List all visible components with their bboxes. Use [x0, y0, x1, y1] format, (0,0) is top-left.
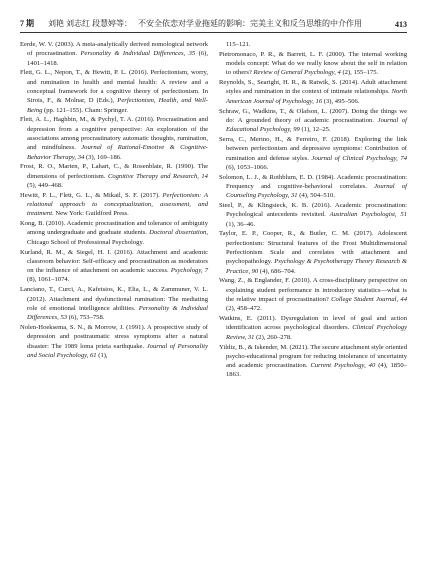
reference-pages: (1), 12–25. [299, 126, 331, 134]
reference-entry [20, 68, 208, 114]
reference-source: Personality & Individual Differences, 35 [80, 50, 196, 58]
reference-source: College Student Journal, 44 [331, 296, 407, 304]
reference-pages: (6), 1401–1418. [27, 50, 208, 67]
reference-source: Australian Psychologist, 51 [329, 211, 407, 219]
running-authors: 刘艳 刘志红 段慧婷等： [48, 19, 132, 28]
reference-entry [219, 107, 407, 135]
reference-source: Clinical Psychology Review, 31 [226, 324, 407, 341]
reference-pages: , Chicago School of Professional Psychology. [27, 229, 208, 246]
page-number: 413 [395, 20, 407, 29]
reference-text: Yildiz, B., & Iskender, M. (2021). The secure attachment style oriented psycho-educational program for reducing intolerance of uncertainty and academic procrastination. [219, 343, 407, 370]
reference-source: Perfectionism: A relational approach to conceptualization, assessment, and treatment [27, 191, 208, 218]
reference-text: Reynolds, S., Searight, H. R., & Ratwik, S. (2014). Adult attachment styles and rumination in the context of intimate relationships. [219, 79, 407, 96]
reference-text: Frost, R. O., Marten, P., Lahart, C., & Rosenblate, R. (1990). The dimensions of perfectionism. [20, 163, 208, 180]
reference-text: Wang, Z., & Englander, F. (2010). A cross-disciplinary perspective on explaining student performance in introductory statistics—what is the relative impact of procrastination? [219, 277, 407, 304]
reference-text: Watkins, E. (2011). Dysregulation in level of goal and action identification across psychological disorders. [219, 315, 407, 332]
reference-pages: (5), 449–468. [27, 181, 63, 189]
reference-text: Schraw, G., Wadkins, T., & Olafson, L. (2007). Doing the things we do: A grounded theory of academic procrastination. [219, 107, 407, 124]
reference-source: Journal of Clinical Psychology, 74 [311, 154, 407, 162]
reference-entry [219, 201, 407, 229]
reference-text: Eerde, W. V. (2003). A meta-analytically derived nomological network of procrastination. [20, 41, 208, 58]
reference-text: 115–121. [226, 41, 251, 48]
right-column [219, 40, 407, 564]
reference-entry [219, 40, 407, 49]
running-header [20, 15, 407, 33]
reference-entry [219, 173, 407, 201]
reference-entry [20, 285, 208, 322]
reference-pages: (4), 1850–1863. [226, 362, 407, 379]
reference-text: Nolen-Hoeksema, S. N., & Morrow, J. (1991). A prospective study of depression and posttraumatic stress symptoms after a natural disaster: The 1989 loma prieta earthquake. [20, 323, 208, 350]
reference-text: Taylor, E. P., Cooper, R., & Butler, C. M. (2017). Adolescent perfectionism: Structural features of the Frost Multidimensional Perfectionism Scale and correlates with attachment and psychopathology. [219, 230, 407, 266]
reference-entry [20, 191, 208, 219]
reference-entry [20, 162, 208, 190]
reference-entry [20, 115, 208, 161]
reference-pages: (4), 504–510. [297, 192, 335, 200]
reference-entry [20, 248, 208, 285]
reference-pages: (1), 36–46. [226, 220, 256, 228]
reference-text: Kong, B. (2010). Academic procrastination and tolerance of ambiguity among undergraduate and graduate students. [20, 220, 208, 237]
reference-pages: (pp. 121–155). Cham: Springer. [42, 106, 128, 114]
reference-source: Journal of Educational Psychology, 99 [226, 116, 407, 134]
reference-text: Kurland, R. M., & Siegel, H. I. (2016). Attachment and academic classroom behavior: Self-efficacy and procrastination as moderators on the influence of attachment on academic success. [20, 248, 208, 275]
reference-text: Serra, C., Merino, H., & Ferreiro, F. (2018). Exploring the link between perfectionism and depressive symptoms: Contribution of rumination and defense styles. [219, 135, 407, 162]
reference-entry [219, 50, 407, 78]
reference-pages: (1), [96, 351, 108, 359]
issue-number: 7 期 [20, 19, 34, 28]
reference-text: Pietromonaco, P. R., & Barrett, L. F. (2000). The internal working models concept: What do we really know about the self in relation to others? [219, 50, 407, 77]
reference-pages: (6), 1053–1066. [226, 163, 269, 171]
reference-entry [219, 343, 407, 380]
reference-text: Lanciano, T., Curci, A., Kafetsios, K., Elia, L., & Zammuner, V. L. (2012). Attachment and dysfunctional rumination: The mediating role of emotional intelligence abilities. [20, 286, 208, 312]
reference-text: Hewitt, P. L., Flett, G. L., & Mikail, S. F. (2017). [20, 191, 163, 199]
left-column [20, 40, 208, 564]
reference-source: Personality & Individual Differences, 53 [27, 304, 208, 322]
reference-pages: (3), 495–506. [322, 97, 360, 105]
reference-source: Review of General Psychology, 4 [253, 69, 341, 77]
reference-source: Doctoral dissertation [149, 229, 207, 237]
reference-source: Psychology, 7 [170, 267, 209, 275]
reference-text: Solomon, L. J., & Rothblum, E. D. (1984). Academic procrastination: Frequency and cognitive-behavioral correlates. [219, 173, 407, 190]
reference-pages: (8), 1061–1074. [27, 276, 70, 284]
reference-pages: (2), 155–175. [340, 69, 379, 77]
reference-entry [20, 219, 208, 247]
reference-text: Flett, G. L., Nepon, T., & Hewitt, P. L. (2016). Perfectionism, worry, and rumination in health and mental health: A review and a conceptual framework for a cognitive theory of perfectionism. In Sirois, F., & Molnar, D (Eds.), [20, 69, 208, 105]
reference-pages: (2), 458–472. [226, 305, 262, 313]
reference-pages: (2), 260–278. [254, 333, 292, 341]
reference-pages: (3), 169–186. [84, 153, 122, 161]
reference-entry [219, 229, 407, 275]
reference-source: Journal of Counseling Psychology, 31 [226, 182, 407, 200]
reference-source: North American Journal of Psychology, 16 [226, 88, 407, 105]
reference-entry [219, 314, 407, 342]
reference-source: Psychology & Psychotherapy Theory Research & Practice, 90 [226, 258, 408, 275]
reference-entry [20, 40, 208, 68]
reference-entry [20, 323, 208, 360]
reference-text: Flett, A. L., Haghbin, M., & Pychyl, T. A. (2016). Procrastination and depression from a cognitive perspective: An exploration of the associations among procrastinatory automatic thoughts, rumination, and mindfulness. [20, 116, 208, 152]
reference-source: Journal of Rational-Emotive & Cognitive-Behavior Therapy, 34 [27, 144, 208, 161]
reference-entry [219, 276, 407, 313]
reference-text: Steel, P., & Klingsieck, K. B. (2016). Academic procrastination: Psychological antecedents revisited. [219, 202, 407, 219]
reference-entry [219, 135, 407, 172]
reference-entry [219, 78, 407, 106]
running-title: 不安全依恋对学业拖延的影响：完美主义和反刍思维的中介作用 [138, 19, 362, 28]
reference-pages: (4), 686–704. [258, 267, 296, 275]
reference-pages: (6), 753–758. [67, 314, 105, 322]
reference-source: Journal of Personality and Social Psychology, 61 [27, 342, 208, 359]
reference-source: Current Psychology, 40 [310, 362, 376, 370]
reference-source: Perfectionism, Health, and Well-Being [27, 97, 208, 114]
reference-pages: . New York: Guildford Press. [52, 210, 129, 218]
reference-source: Cognitive Therapy and Research, 14 [107, 172, 208, 180]
reference-list [20, 40, 407, 564]
